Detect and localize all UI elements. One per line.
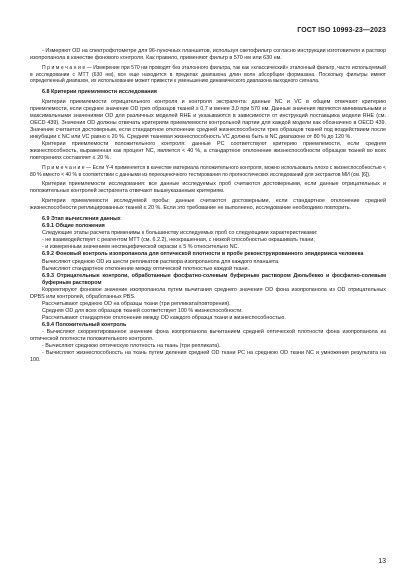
standard-header: ГОСТ ISO 10993-23—2023 [297,27,386,34]
paragraph-nc-correction: Корректируют фоновое значение изопропанола путем вычитания среднего значения OD фона изопропанола из OD отрицательных DPBS или контролей, обработанных PBS. [30,286,386,300]
paragraph-test-sample-criteria: Критерии приемлемости исследуемой пробы: данные считаются достоверными, если стандартное отклонение средней жизнеспособности реплицированных тканей ≤ 20 %. Если это требование не выполнено, исследование необходимо повторить. [30,198,386,212]
heading-6-9-3: 6.9.3 Отрицательные контроли, обработанные фосфатно-солевым буферным раствором Дюльбекко и фосфатно-солевым буферным раствором [42,272,386,286]
list-item-mtt: - не взаимодействует с реагентом МТТ (см. 6.2.2), неокрашенная, с низкой способностью окрашивать ткани; [42,237,315,244]
note-y4: П р и м е ч а н и е — Если Y-4 применяется в качестве материала положительного контроля, можно использовать плохо с жизнеспособностью < 80 % вместо < 40 % в соответствии с данными из переоценочного тестирования по прогностических исследований для экстрактов МИ (см. [6]). [30,165,386,178]
body-text [30,48,386,364]
paragraph-study-criteria: Критерии приемлемости исследования: все данные исследуемых проб считаются достоверными, если данные отрицательных и положительных контролей экстрагента отвечают вышеуказанным критериям. [30,181,386,195]
paragraph-pc-criteria: Критерии приемлемости положительного контроля: данные PC соответствуют критерию приемлемости, если средняя жизнеспособность, выраженная как процент NC, является < 40 %, а стандартное отклонение жизнеспособности образцов тканей во всех повторениях составляет ≤ 20 %. [30,140,386,162]
list-item-staining: - и измеренным значением неспецифической окраски ≤ 5 % относительно NC. [42,244,240,251]
heading-6-9-2: 6.9.2 Фоновый контроль изопропанола для оптической плотности в пробе реконструированного эпидермиса человека [42,251,364,258]
list-item-pc-correction: - Вычисляют скорректированное значение фона изопропанола вычитанием средней оптической плотности фона изопропанола из оптической плотности положительного контроля. [30,329,386,343]
page-number: 13 [378,558,386,565]
paragraph-calc-steps-intro: Следующие этапы расчета применимы к большинству исследуемых проб со следующими характеристиками: [42,230,318,237]
paragraph-nc-sd: Рассчитывают стандартное отклонение между OD каждого образца ткани и жизнеспособностью. [42,314,286,321]
heading-6-9-4: 6.9.4 Положительный контроль [42,321,127,328]
heading-6-9-1: 6.9.1 Общие положения [42,223,105,230]
list-item-pc-mean-od: - Вычисляют среднюю оптическую плотность на ткань (три репликата). [42,343,221,350]
paragraph-mean-od-blank: Вычисляют среднюю OD из шести репликатов раствора изопропанола для каждого планшета. [42,258,280,265]
heading-6-9: 6.9 Этап вычисления данных [42,216,121,223]
note-reference-filter: П р и м е ч а н и е — Измерение при 570 нм проводят без эталонного фильтра, так как «классический» эталонный фильтр, часто используемый в исследовании с МТТ (630 нм), все еще находится в пределах диапазона длин волн абсорбции формазана. Поскольку фильтры имеют определенный диапазон, их использование может привести к уменьшению динамического диапазона выходного сигнала. [30,65,386,85]
paragraph-sd-blank: Вычисляют стандартное отклонение между оптической плотностью каждой ткани. [42,265,249,272]
paragraph-nc-100-percent: Средняя OD для всех образцов тканей соответствует 100 % жизнеспособности. [42,307,243,314]
paragraph-od-measurement: - Измеряют OD на спектрофотометре для 96-луночных планшетов, используя светофильтр согласно инструкции изготовителя и раствор изопропанола в качестве фонового контроля. Как правило, применяют фильтр в 570 нм или 630 нм. [30,48,386,62]
paragraph-nc-mean-od: Рассчитывают среднюю OD на образцы ткани (три репликата/повторения). [42,300,231,307]
paragraph-nc-vc-criteria: Критерии приемлемости отрицательного контроля и контроля экстрагента: данные NC и VC в общем отвечают критерию приемлемости, если среднее значение OD грех образцов тканей ≥ 0,7 и менее 3,0 при 570 нм. Данные значения являются минимальными и максимальными значениями OD для различных моделей RHE и указываются в зависимости от инструкций поставщика модели RHE (см. OECD 439). Значения OD должны отвечать критериям приемлемости контрольной партии для каждой модели как обозначено в OECD 439. Значение считается достоверным, если стандартное отклонение средней жизнеспособности трех образцов тканей под воздействием после инкубации с NC или VC равно ≤ 20 %. Средняя тканевая жизнеспособность VC должна быть в NC диапазоне от 80 % до 120 %. [30,98,386,140]
heading-6-8: 6.8 Критерии приемлемости исследования [42,88,157,95]
list-item-pc-viability: - Вычисляют жизнеспособность на ткань путем деления средней OD ткани PC на среднюю OD ткани NC и умножения результата на 100. [30,350,386,364]
